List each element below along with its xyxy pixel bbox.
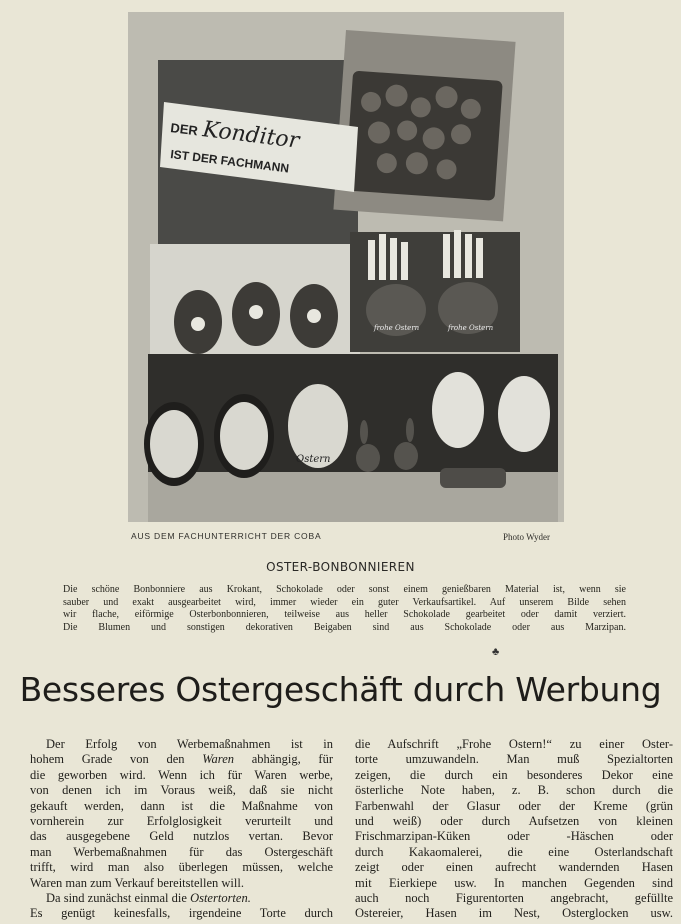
sign-line2: IST DER FACHMANN (169, 147, 290, 176)
photo-caption-source: AUS DEM FACHUNTERRICHT DER COBA (131, 531, 322, 541)
text-line: mit Eierkiepe usw. In manchen Gegenden sind (355, 875, 673, 890)
tag-right: frohe Ostern (448, 324, 494, 332)
text-line: trifft, wird man also überlegen müssen, welche (30, 860, 333, 875)
intro-paragraph (63, 584, 626, 635)
text-line: vornherein zur Erfolglosigkeit verurteilt und (30, 814, 333, 829)
pastry-display-illustration (128, 12, 564, 522)
section-title: OSTER-BONBONNIEREN (266, 560, 415, 574)
article-column-right (355, 737, 673, 922)
text-line: Es genügt keinesfalls, irgendeine Torte durch (30, 906, 333, 921)
text-line: Waren man zum Verkauf bereitstellen will. (30, 875, 244, 890)
article-column-left (30, 737, 333, 922)
text-line: Frischmarzipan-Küken oder -Häschen oder (355, 829, 673, 844)
small-eggs (174, 282, 338, 354)
text-line: Farbenwahl der Glasur oder der Kreme (grün (355, 798, 673, 813)
display-photo (128, 12, 564, 522)
article-headline: Besseres Ostergeschäft durch Werbung (19, 670, 662, 709)
sign-prefix: DER (169, 120, 199, 139)
text-line: zeigen, die durch ein besonderes Dekor eine (355, 767, 673, 782)
text-line: und weiß) oder durch Aufsetzen von kleinen (355, 814, 673, 829)
text-line: österliche Note haben, z. B. schon durch die (355, 783, 673, 798)
sign-script: Konditor (201, 117, 301, 154)
text-line: man Werbemaßnahmen für das Ostergeschäft (30, 844, 333, 859)
text-line: zeigt oder einen aufrecht wandernden Hasen (355, 860, 673, 875)
intro-line: wir flache, eiförmige Osterbonbonnieren, teilweise aus heller Schokolade gearbeitet oder damit verziert. (63, 609, 626, 621)
text-line: Ostereier, Hasen im Nest, Osterglocken usw. (355, 906, 673, 921)
photo-credit: Photo Wyder (503, 532, 551, 542)
ornament-mark: ♣ (492, 646, 500, 658)
text-line: gekauft werden, dann ist die Maßnahme von (30, 798, 333, 813)
text-line: durch Kakaomalerei, die eine Osterlandschaft (355, 844, 673, 859)
text-line: torte umzuwandeln. Man muß Spezialtorten (355, 752, 673, 767)
tag-left: frohe Ostern (374, 324, 420, 332)
text-line: Der Erfolg von Werbemaßnahmen ist in (46, 737, 333, 751)
intro-line: Die Blumen und sonstigen dekorativen Beigaben sind aus Schokolade oder aus Marzipan. (63, 622, 626, 634)
text-line: auch noch Figurentorten angebracht, gefüllte (355, 891, 673, 906)
intro-line: Die schöne Bonbonniere aus Krokant, Schokolade oder sonst einem genießbaren Material ist, wenn sie (63, 584, 626, 595)
intro-line: sauber und exakt ausgearbeitet wird, immer wieder ein guter Verkaufsartikel. Auf unserem Bilde sehen (63, 596, 626, 608)
text-line: von denen ich im Voraus weiß, daß sie nicht (30, 783, 333, 798)
text-line: die geworben wird. Wenn ich für Waren werbe, (30, 767, 333, 782)
text-line: die Aufschrift „Frohe Ostern!“ zu einer Oster- (355, 737, 673, 751)
text-line: das ausgegebene Geld nutzlos vertan. Bevor (30, 829, 333, 844)
text-line: Da sind zunächst einmal die Ostertorten. (46, 891, 251, 906)
candy-tray (333, 30, 515, 221)
egg-text: Ostern (296, 454, 331, 465)
text-line: hohem Grade von den Waren abhängig, für (30, 752, 333, 767)
